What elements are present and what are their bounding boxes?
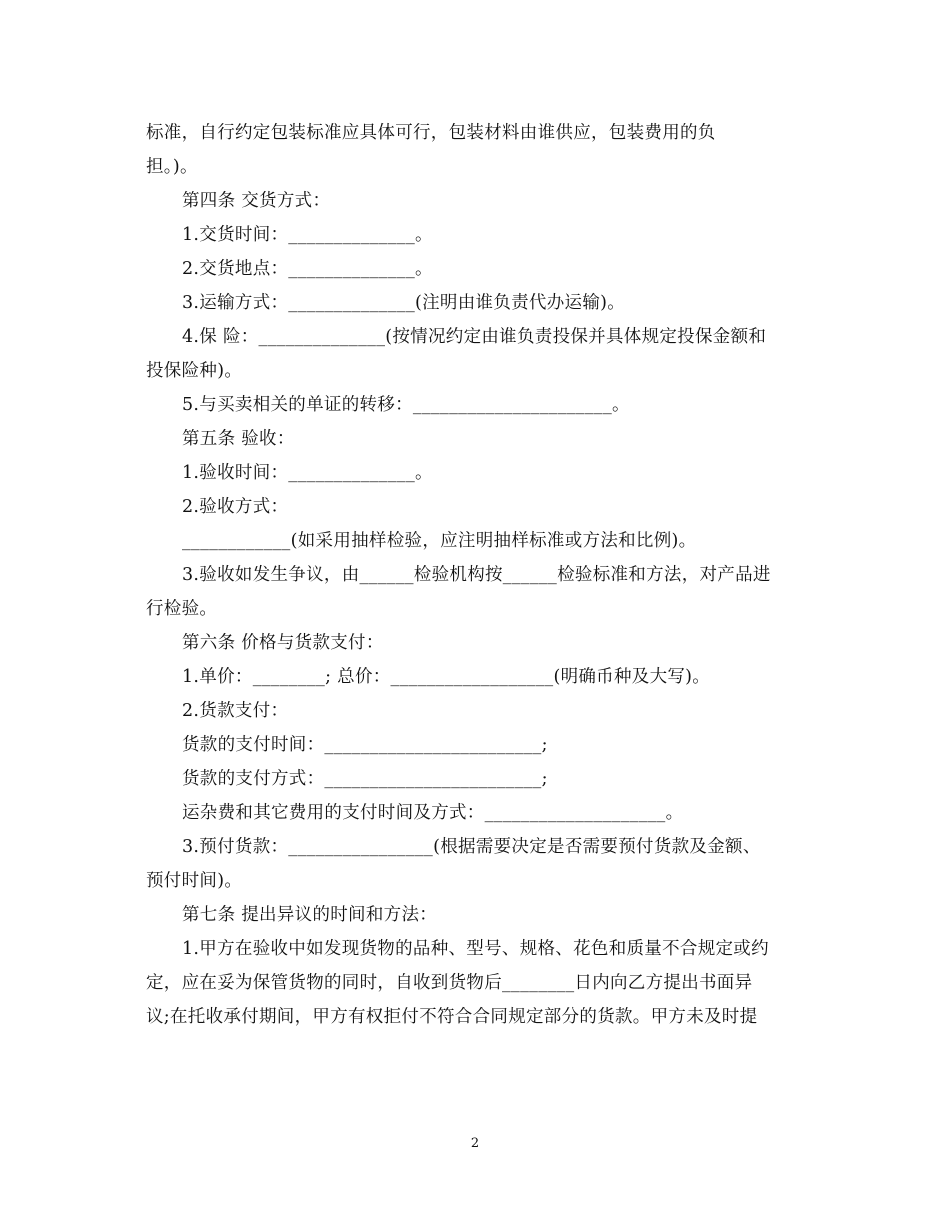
- text-line: 议;在托收承付期间，甲方有权拒付不符合合同规定部分的货款。甲方未及时提: [146, 1007, 758, 1027]
- text-line: 投保险种)。: [146, 361, 243, 381]
- text-line: 运杂费和其它费用的支付时间及方式：____________________。: [182, 803, 684, 823]
- text-line: 2.验收方式：: [182, 497, 289, 517]
- text-line: 预付时间)。: [146, 871, 243, 891]
- document-body: [146, 116, 810, 1034]
- article-heading-4: 第四条 交货方式：: [182, 191, 331, 211]
- text-line: 标准，自行约定包装标准应具体可行，包装材料由谁供应，包装费用的负: [146, 123, 716, 143]
- article-heading-5: 第五条 验收：: [182, 429, 295, 449]
- text-line: 行检验。: [146, 599, 218, 619]
- text-line: 1.交货时间：______________。: [182, 225, 433, 245]
- text-line: 货款的支付方式：________________________;: [182, 769, 548, 789]
- article-heading-7: 第七条 提出异议的时间和方法：: [182, 905, 438, 925]
- text-line: 2.交货地点：______________。: [182, 259, 433, 279]
- text-line: 3.验收如发生争议，由______检验机构按______检验标准和方法，对产品进: [182, 565, 771, 585]
- text-line: 定，应在妥为保管货物的同时，自收到货物后________日内向乙方提出书面异: [146, 973, 753, 993]
- text-line: 3.预付货款：________________(根据需要决定是否需要预付货款及金额、: [182, 837, 761, 857]
- text-line: 担。)。: [146, 157, 198, 177]
- text-line: 1.验收时间：______________。: [182, 463, 433, 483]
- text-line: 3.运输方式：______________(注明由谁负责代办运输)。: [182, 293, 626, 313]
- text-line: 2.货款支付：: [182, 701, 289, 721]
- text-line: 1.甲方在验收中如发现货物的品种、型号、规格、花色和质量不合规定或约: [182, 939, 769, 959]
- text-line: ____________(如采用抽样检验，应注明抽样标准或方法和比例)。: [182, 531, 697, 551]
- text-line: 4.保 险：______________(按情况约定由谁负责投保并具体规定投保金额和: [182, 327, 767, 347]
- text-line: 1.单价：________; 总价：__________________(明确币种及大写)。: [182, 667, 711, 687]
- text-line: 5.与买卖相关的单证的转移：______________________。: [182, 395, 630, 415]
- page-number: 2: [470, 1136, 480, 1151]
- text-line: 货款的支付时间：________________________;: [182, 735, 548, 755]
- article-heading-6: 第六条 价格与货款支付：: [182, 633, 384, 653]
